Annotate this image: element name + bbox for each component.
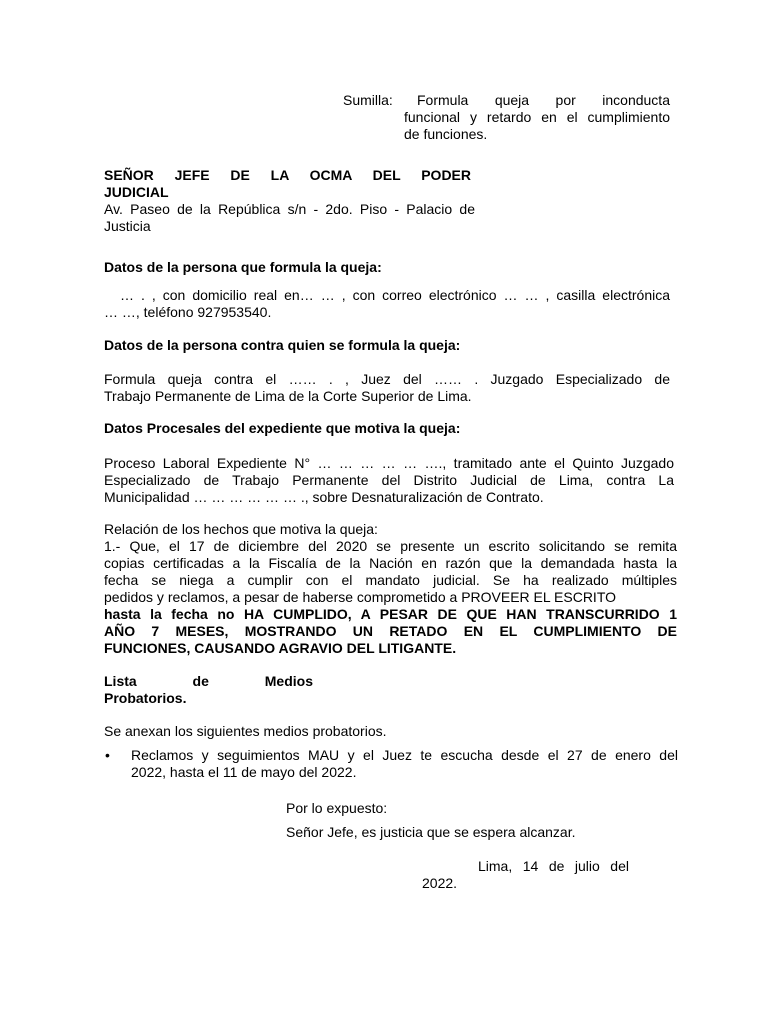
procedural-heading <box>104 420 460 437</box>
addressee-title-line: SEÑOR JEFE DE LA OCMA DEL PODER <box>104 167 471 183</box>
complainant-body <box>120 287 670 304</box>
emphasis-line: FUNCIONES, CAUSANDO AGRAVIO DEL LITIGANTE. <box>104 640 457 656</box>
body-line: Relación de los hechos que motiva la queja: <box>104 521 378 537</box>
evidence-item <box>131 747 678 764</box>
sumilla-line: Formula queja por inconducta <box>417 92 670 108</box>
complainant-body-cont <box>104 304 271 321</box>
section-heading: Datos de la persona contra quien se formula la queja: <box>104 337 461 353</box>
evidence-heading <box>104 673 313 690</box>
evidence-item-cont <box>131 764 356 781</box>
facts-emphasis-end <box>104 640 456 657</box>
addressee-address-cont <box>104 218 151 235</box>
closing-line: Por lo expuesto: <box>286 800 388 816</box>
respondent-heading <box>104 337 460 354</box>
facts-body <box>104 538 677 589</box>
body-line: Trabajo Permanente de Lima de la Corte Superior de Lima. <box>104 388 472 404</box>
section-heading: Lista de Medios <box>104 673 313 689</box>
list-item-line: Reclamos y seguimientos MAU y el Juez te escucha desde el 27 de enero del <box>131 747 678 763</box>
section-heading: Datos de la persona que formula la queja: <box>104 259 382 275</box>
bullet-icon: • <box>105 747 110 763</box>
sumilla-line: de funciones. <box>404 126 488 142</box>
addressee-title <box>104 167 471 184</box>
sumilla-line: funcional y retardo en el cumplimiento <box>404 109 670 125</box>
section-heading: Probatorios. <box>104 690 187 706</box>
body-line: fecha se niega a cumplir con el mandato judicial. Se ha realizado múltiples <box>104 572 677 588</box>
body-line: 1.- Que, el 17 de diciembre del 2020 se presente un escrito solicitando se remita <box>104 538 677 554</box>
closing-expuesto <box>286 800 387 817</box>
body-line: Se anexan los siguientes medios probatorios. <box>104 723 387 739</box>
body-line: … . , con domicilio real en… … , con correo electrónico … … , casilla electrónica <box>120 287 670 303</box>
procedural-body-cont <box>104 489 544 506</box>
body-line: Proceso Laboral Expediente N° … … … … … …., tramitado ante el Quinto Juzgado <box>104 455 674 471</box>
body-line: Municipalidad … … … … … … ., sobre Desnaturalización de Contrato. <box>104 489 544 505</box>
facts-intro <box>104 521 378 538</box>
closing-line: Señor Jefe, es justicia que se espera alcanzar. <box>286 824 576 840</box>
body-line: pedidos y reclamos, a pesar de haberse comprometido a PROVEER EL ESCRITO <box>104 589 617 605</box>
address-line: Av. Paseo de la República s/n - 2do. Piso - Palacio de <box>104 201 475 217</box>
respondent-body-cont <box>104 388 472 405</box>
emphasis-line: AÑO 7 MESES, MOSTRANDO UN RETADO EN EL CUMPLIMIENTO DE <box>104 623 677 639</box>
closing-date-year <box>422 875 457 892</box>
body-line: Formula queja contra el …… . , Juez del …… . Juzgado Especializado de <box>104 371 670 387</box>
section-heading: Datos Procesales del expediente que motiva la queja: <box>104 420 461 436</box>
closing-date <box>478 858 629 875</box>
list-item-line: 2022, hasta el 11 de mayo del 2022. <box>131 764 357 780</box>
addressee-address <box>104 201 475 218</box>
evidence-intro <box>104 723 387 740</box>
evidence-heading-cont <box>104 690 186 707</box>
body-line: … …, teléfono 927953540. <box>104 304 272 320</box>
respondent-body <box>104 371 670 388</box>
sumilla-text-end <box>404 126 487 143</box>
emphasis-line: hasta la fecha no HA CUMPLIDO, A PESAR DE QUE HAN TRANSCURRIDO 1 <box>104 606 677 622</box>
sumilla-text <box>417 92 670 109</box>
addressee-title-line: JUDICIAL <box>104 184 169 200</box>
sumilla-label-text: Sumilla: <box>343 92 393 108</box>
addressee-title-cont <box>104 184 169 201</box>
address-line: Justicia <box>104 218 151 234</box>
closing-justicia <box>286 824 576 841</box>
date-line: 2022. <box>422 875 458 891</box>
sumilla-label <box>343 92 393 109</box>
date-line: Lima, 14 de julio del <box>478 858 629 874</box>
procedural-body <box>104 455 674 489</box>
facts-emphasis <box>104 606 677 640</box>
complainant-heading <box>104 259 382 276</box>
body-line: copias certificadas a la Fiscalía de la Nación en razón que la demandada hasta la <box>104 555 677 571</box>
body-line: Especializado de Trabajo Permanente del Distrito Judicial de Lima, contra La <box>104 472 674 488</box>
facts-body-line4 <box>104 589 616 606</box>
sumilla-text-cont <box>404 109 670 126</box>
